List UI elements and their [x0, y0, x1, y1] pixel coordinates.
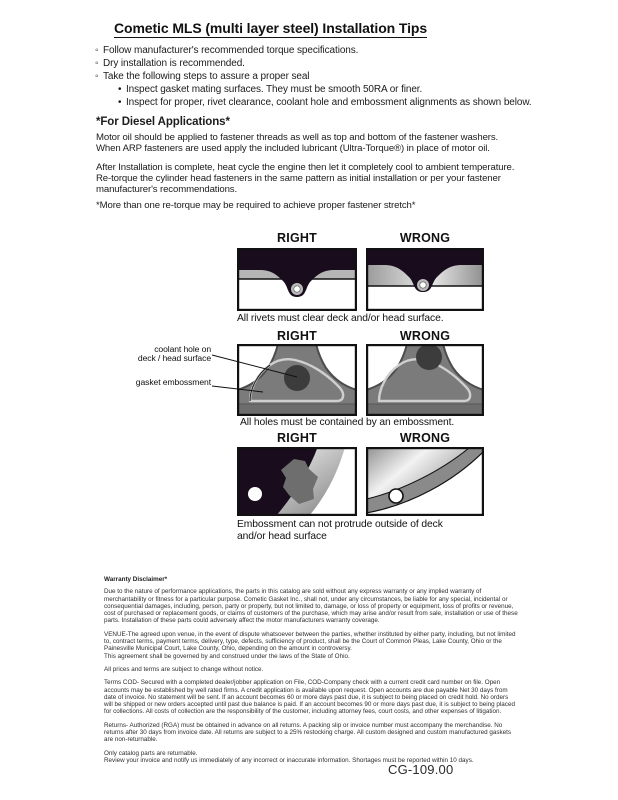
annotation-leader-lines: [115, 344, 310, 404]
tip-text: Inspect gasket mating surfaces. They must be smooth 50RA or finer.: [126, 84, 423, 95]
warranty-paragraph: All prices and terms are subject to change without notice.: [104, 665, 264, 673]
tip-text: Follow manufacturer's recommended torque specifications.: [103, 45, 359, 56]
row1-right-label: RIGHT: [277, 231, 317, 245]
row1-caption: All rivets must clear deck and/or head surface.: [237, 313, 444, 324]
bullet-icon: ◦: [95, 45, 99, 56]
diesel-applications-heading: *For Diesel Applications*: [96, 116, 230, 128]
list-item: [95, 83, 585, 96]
diesel-paragraph-1: Motor oil should be applied to fastener threads as well as top and bottom of the fastener washers. When ARP fasteners are used apply the included lubricant (Ultra-Torque®) in place of motor oil.: [96, 132, 499, 154]
coolant-hole: [416, 344, 442, 370]
tip-text: Dry installation is recommended.: [103, 58, 245, 69]
diagram-protrusion-right: [237, 447, 357, 516]
row3-right-label: RIGHT: [277, 431, 317, 445]
bullet-icon: ◦: [95, 58, 99, 69]
warranty-heading: Warranty Disclaimer*: [104, 576, 168, 583]
coolant-hole-annotation: coolant hole on deck / head surface: [137, 344, 211, 364]
tip-text: Take the following steps to assure a proper seal: [103, 71, 310, 82]
row2-wrong-label: WRONG: [399, 329, 451, 343]
tip-text: Inspect for proper, rivet clearance, coolant hole and embossment alignments as shown below.: [126, 97, 532, 108]
gasket-embossment-annotation: gasket embossment: [135, 377, 211, 387]
list-item: [95, 44, 585, 57]
bullet-icon: ◦: [95, 71, 99, 82]
warranty-paragraph: Review your invoice and notify us immediately of any incorrect or inaccurate information. Shortages must be reported within 10 days.: [104, 756, 474, 764]
sub-bullet-icon: •: [118, 84, 122, 95]
warranty-paragraph: Due to the nature of performance applications, the parts in this catalog are sold without any express warranty or any implied warranty of merchantability or fitness for a particular purpose. Cometic Gasket Inc., shall not, under any circumstances, be liable for any special, incidental or consequential damages, including, person, party or property, but not limited to, damage, or loss of property or equipment, loss of profits or revenue, cost of purchased or replacement goods, or claims of customers of the purchase, which may arise and/or result from sale, installation or use of these parts. Installation of these parts could adversely affect the motor manufacturers warranty coverage.: [104, 588, 518, 625]
retorque-note: *More than one re-torque may be required to achieve proper fastener stretch*: [96, 200, 416, 211]
diagram-protrusion-wrong: [366, 447, 484, 516]
row2-caption: All holes must be contained by an embossment.: [240, 417, 455, 428]
diagram-embossment-wrong: [366, 344, 484, 416]
page-title: Cometic MLS (multi layer steel) Installation Tips: [114, 20, 428, 36]
sub-bullet-icon: •: [118, 97, 122, 108]
list-item: [95, 57, 585, 70]
list-item: [95, 96, 585, 109]
row2-right-label: RIGHT: [277, 329, 317, 343]
row3-wrong-label: WRONG: [399, 431, 451, 445]
diagram-rivet-wrong: [366, 248, 484, 311]
bolt-hole: [248, 487, 262, 501]
bolt-hole: [389, 489, 403, 503]
list-item: [95, 70, 585, 83]
warranty-paragraph: VENUE-The agreed upon venue, in the event of dispute whatsoever between the parties, whether instituted by either party, including, but not limited to, contract terms, payment terms, delivery, type, defects, sufficiency of product, shall be the Court of Common Pleas, Lake County, Ohio or the Painesville Municipal Court, Lake County, Ohio, depending on the amount in controversy.: [104, 630, 516, 653]
warranty-paragraph: Terms COD- Secured with a completed dealer/jobber application on File, COD-Company check with a current credit card number on file. Open accounts may be established by well rated firms. A credit application is available upon request. Open accounts are due payable Net 30 days from date of invoice. No statement will be sent. If an account becomes 60 or more days past due, it is subject to being placed on credit hold. No orders will be shipped or new orders accepted until past due balance is paid. If an account becomes 90 or more days past due, it is subject to being placed for collections. All costs of collection are the responsibility of the customer, including attorney fees, court costs, and other expenses of litigation.: [104, 679, 515, 716]
row1-wrong-label: WRONG: [399, 231, 451, 245]
catalog-page-code: CG-109.00: [388, 762, 454, 777]
installation-tips-list: [95, 44, 585, 109]
row3-caption: Embossment can not protrude outside of deck and/or head surface: [237, 519, 443, 542]
warranty-disclaimer: [104, 576, 518, 764]
warranty-paragraph: Only catalog parts are returnable.: [104, 749, 198, 757]
diesel-paragraph-2: After Installation is complete, heat cycle the engine then let it completely cool to ambient temperature. Re-torque the cylinder head fasteners in the same pattern as initial installation or per your fastener manufacturer's recommendations.: [96, 162, 515, 195]
warranty-paragraph: Returns- Authorized (RGA) must be obtained in advance on all returns. A packing slip or invoice number must accompany the merchandise. No returns after 30 days from invoice date. All returns are subject to a 25% restocking charge. All custom designed and custom manufactured gaskets are non-returnable.: [104, 721, 512, 744]
warranty-paragraph: This agreement shall be governed by and construed under the laws of the State of Ohio.: [104, 652, 350, 660]
diagram-rivet-right: [237, 248, 357, 311]
